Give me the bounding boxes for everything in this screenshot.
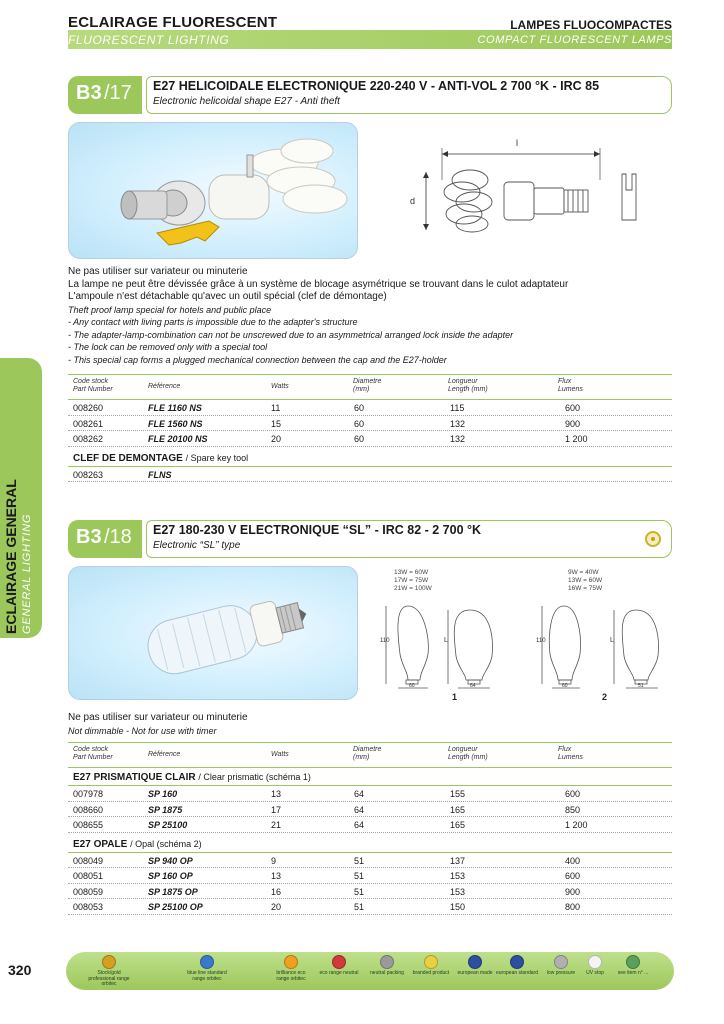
cell-ref: SP 160 OP — [148, 871, 193, 881]
equiv-item: 9W = 40W — [568, 569, 599, 576]
cell-watts: 13 — [271, 789, 282, 799]
table-header — [68, 742, 672, 768]
dim-length-1: L — [444, 637, 448, 644]
cell-code: 008263 — [73, 469, 104, 480]
cell-ref: SP 940 OP — [148, 855, 193, 866]
badge-number: /18 — [104, 526, 132, 548]
header-right-title: LAMPES FLUOCOMPACTES — [510, 18, 672, 32]
table-row — [68, 853, 672, 869]
cell-length: 153 — [450, 886, 466, 897]
th-diam: Diametre (mm) — [353, 746, 382, 761]
table-row — [68, 416, 672, 432]
cell-ref: SP 1875 — [148, 804, 183, 815]
equiv-item: 16W = 75W — [568, 585, 603, 592]
cell-watts: 20 — [271, 434, 282, 444]
desc-fr-line: La lampe ne peut être dévissée grâce à un système de blocage asymétrique se trouvant dans le culot adaptateur — [68, 278, 569, 290]
th-ref: Référence — [148, 383, 181, 390]
section-title: E27 180-230 V ELECTRONIQUE “SL” - IRC 82 - 2 700 °K — [153, 523, 482, 537]
dim-width-4: 51 — [638, 683, 644, 689]
dim-width-1: 60 — [409, 683, 415, 689]
desc-en-line: Not dimmable - Not for use with timer — [68, 725, 217, 736]
section1-description — [68, 266, 688, 366]
cell-code: 008049 — [73, 855, 104, 866]
desc-en-line: - The lock can be removed only with a special tool — [68, 342, 268, 352]
branded-product-icon — [645, 531, 661, 547]
th-length: Longueur Length (mm) — [448, 746, 488, 761]
cell-length: 165 — [450, 804, 466, 815]
table-row — [68, 400, 672, 416]
equiv-item: 17W = 75W — [394, 577, 429, 584]
cell-code: 008660 — [73, 804, 104, 815]
side-tab — [0, 358, 42, 638]
section2-description — [68, 712, 688, 737]
cell-diam: 60 — [354, 403, 365, 413]
legend-item-branded-product: branded product — [410, 955, 452, 977]
cell-code: 008053 — [73, 902, 104, 912]
cell-watts: 15 — [271, 418, 282, 429]
badge-code: B3 — [76, 82, 102, 104]
table-group-header — [68, 835, 672, 853]
equiv-item: 21W = 100W — [394, 585, 432, 592]
cell-length: 150 — [450, 902, 466, 912]
th-code: Code stock Part Number — [73, 746, 113, 761]
cell-flux: 900 — [565, 418, 581, 429]
header-right-subtitle: COMPACT FLUORESCENT LAMPS — [477, 34, 672, 46]
product-photo-helicoidal — [68, 122, 358, 259]
low-pressure-icon — [554, 955, 568, 969]
legend-item-neutral-packing: neutral packing — [366, 955, 408, 977]
legend-item-pro-range: Stock/gold professional range orbitec — [88, 955, 130, 988]
th-diam: Diametre (mm) — [353, 378, 382, 393]
cell-flux: 800 — [565, 902, 581, 912]
cell-ref: SP 25100 — [148, 820, 188, 830]
th-ref: Référence — [148, 751, 181, 758]
cell-ref: FLE 1560 NS — [148, 418, 203, 429]
desc-fr-line: L'ampoule n'est détachable qu'avec un outil spécial (clef de démontage) — [68, 291, 387, 302]
cell-flux: 1 200 — [565, 434, 588, 444]
cell-flux: 600 — [565, 403, 581, 413]
section-title: E27 HELICOIDALE ELECTRONIQUE 220-240 V - ANTI-VOL 2 700 °K - IRC 85 — [153, 79, 600, 93]
th-length: Longueur Length (mm) — [448, 378, 488, 393]
cell-length: 165 — [450, 820, 466, 830]
neutral-packing-icon — [380, 955, 394, 969]
cell-watts: 17 — [271, 804, 282, 815]
side-tab-title: ECLAIRAGE GENERAL — [3, 479, 19, 634]
cell-code: 008051 — [73, 871, 104, 881]
table-row — [68, 868, 672, 884]
cell-code: 008261 — [73, 418, 104, 429]
th-watts: Watts — [271, 383, 289, 390]
header-left-title: ECLAIRAGE FLUORESCENT — [68, 14, 278, 31]
cell-diam: 51 — [354, 886, 365, 897]
length-label: l — [516, 138, 518, 148]
uv-stop-icon — [588, 955, 602, 969]
technical-drawing-helicoidal — [400, 130, 690, 250]
cell-length: 132 — [450, 418, 466, 429]
section-subtitle: Electronic helicoidal shape E27 - Anti theft — [153, 96, 340, 107]
legend-item-eco-neutral: eco range neutral — [318, 955, 360, 977]
cell-code: 008059 — [73, 886, 104, 897]
technical-drawing-sl — [378, 596, 678, 706]
cell-code: 007978 — [73, 789, 104, 799]
dim-height-2: 110 — [536, 638, 546, 644]
dim-width-2: 64 — [470, 683, 476, 689]
cell-flux: 1 200 — [565, 820, 588, 830]
th-code: Code stock Part Number — [73, 378, 113, 393]
cell-diam: 60 — [354, 418, 365, 429]
group-title: E27 PRISMATIQUE CLAIR / Clear prismatic (schéma 1) — [73, 772, 311, 783]
helicoidal-lamp-illustration — [69, 123, 358, 259]
badge-number: /17 — [104, 82, 132, 104]
cell-length: 137 — [450, 855, 466, 866]
schema-number-2: 2 — [602, 692, 608, 702]
eco-range-icon — [284, 955, 298, 969]
legend-item-european-standard: european standard — [496, 955, 538, 977]
schema-number-1: 1 — [452, 692, 458, 702]
table-row — [68, 802, 672, 818]
desc-en-line: Theft proof lamp special for hotels and public place — [68, 304, 272, 315]
th-watts: Watts — [271, 751, 289, 758]
page-number: 320 — [8, 962, 32, 978]
section-b3-18-header — [68, 520, 672, 558]
desc-en-line: - This special cap forms a plugged mechanical connection between the cap and the E27-holder — [68, 354, 447, 365]
legend-item-standard-range: blue line standard range orbitec — [186, 955, 228, 982]
th-flux: Flux Lumens — [558, 746, 583, 761]
cell-length: 155 — [450, 789, 466, 799]
legend-item-uv-stop: UV stop — [574, 955, 616, 977]
cell-ref: FLNS — [148, 469, 172, 480]
cell-code: 008260 — [73, 403, 104, 413]
cell-flux: 600 — [565, 789, 581, 799]
cell-watts: 13 — [271, 871, 282, 881]
table-group-header — [68, 768, 672, 786]
cell-ref: FLE 20100 NS — [148, 434, 208, 444]
desc-fr-line: Ne pas utiliser sur variateur ou minuterie — [68, 712, 248, 723]
page-header — [0, 0, 724, 52]
cell-diam: 51 — [354, 855, 365, 866]
cell-diam: 64 — [354, 820, 365, 830]
side-tab-subtitle: GENERAL LIGHTING — [21, 513, 33, 634]
product-photo-sl-lamp — [68, 566, 358, 700]
equiv-item: 13W = 60W — [394, 569, 429, 576]
cell-length: 132 — [450, 434, 466, 444]
european-standard-icon — [510, 955, 524, 969]
dim-height-1: 110 — [380, 638, 390, 644]
eco-neutral-icon — [332, 955, 346, 969]
cell-diam: 64 — [354, 804, 365, 815]
cell-flux: 400 — [565, 855, 581, 866]
sl-lamp-illustration — [69, 567, 358, 700]
table-row — [68, 467, 672, 483]
table-row — [68, 899, 672, 915]
cell-diam: 64 — [354, 789, 365, 799]
cell-length: 153 — [450, 871, 466, 881]
table-group-header — [68, 449, 672, 467]
group-title: E27 OPALE / Opal (schéma 2) — [73, 838, 202, 850]
section-title-box — [146, 520, 672, 558]
dim-width-3: 60 — [562, 683, 568, 689]
cell-diam: 60 — [354, 434, 365, 444]
table-row — [68, 786, 672, 802]
cell-watts: 11 — [271, 403, 281, 413]
desc-en-line: - The adapter-lamp-combination can not be unscrewed due to an asymmetrical arranged lock inside the adapter — [68, 329, 514, 340]
cell-ref: SP 25100 OP — [148, 902, 203, 912]
cell-ref: SP 160 — [148, 789, 178, 799]
legend-item-low-pressure: low pressure — [540, 955, 582, 977]
section-badge — [68, 520, 142, 558]
cell-ref: SP 1875 OP — [148, 886, 198, 897]
standard-range-icon — [200, 955, 214, 969]
cell-code: 008262 — [73, 434, 104, 444]
section-subtitle: Electronic “SL” type — [153, 540, 241, 551]
cell-flux: 600 — [565, 871, 581, 881]
table-row — [68, 431, 672, 447]
group-title: CLEF DE DEMONTAGE / Spare key tool — [73, 452, 249, 464]
section-title-box — [146, 76, 672, 114]
european-made-icon — [468, 955, 482, 969]
cell-watts: 16 — [271, 886, 282, 897]
cell-ref: FLE 1160 NS — [148, 403, 202, 413]
equivalence-list-1 — [394, 569, 432, 593]
cell-flux: 900 — [565, 886, 581, 897]
section1-table — [68, 374, 672, 482]
equiv-item: 13W = 60W — [568, 577, 603, 584]
branded-product-icon — [424, 955, 438, 969]
th-flux: Flux Lumens — [558, 378, 583, 393]
cell-diam: 51 — [354, 871, 365, 881]
cell-watts: 20 — [271, 902, 282, 912]
cell-length: 115 — [450, 403, 465, 413]
header-left-subtitle: FLUORESCENT LIGHTING — [68, 33, 230, 47]
section-b3-17-header — [68, 76, 672, 114]
badge-code: B3 — [76, 526, 102, 548]
equivalence-list-2 — [568, 569, 602, 593]
table-row — [68, 884, 672, 900]
legend-item-eco-range: brilliance eco range orbitec — [270, 955, 312, 982]
cell-diam: 51 — [354, 902, 365, 912]
section-badge — [68, 76, 142, 114]
dim-length-2: L — [610, 637, 614, 644]
table-row — [68, 817, 672, 833]
diameter-label: d — [410, 196, 416, 206]
pro-range-icon — [102, 955, 116, 969]
see-item-icon — [626, 955, 640, 969]
cell-watts: 9 — [271, 855, 277, 866]
table-header — [68, 374, 672, 400]
footer-legend-bar — [66, 952, 674, 990]
desc-fr-line: Ne pas utiliser sur variateur ou minuterie — [68, 266, 248, 277]
legend-item-european-made: european made — [454, 955, 496, 977]
desc-en-line: - Any contact with living parts is impossible due to the adapter's structure — [68, 317, 358, 327]
section2-table — [68, 742, 672, 915]
legend-item-see-item: see item n° ... — [612, 955, 654, 977]
cell-flux: 850 — [565, 804, 581, 815]
cell-code: 008655 — [73, 820, 104, 830]
cell-watts: 21 — [271, 820, 282, 830]
